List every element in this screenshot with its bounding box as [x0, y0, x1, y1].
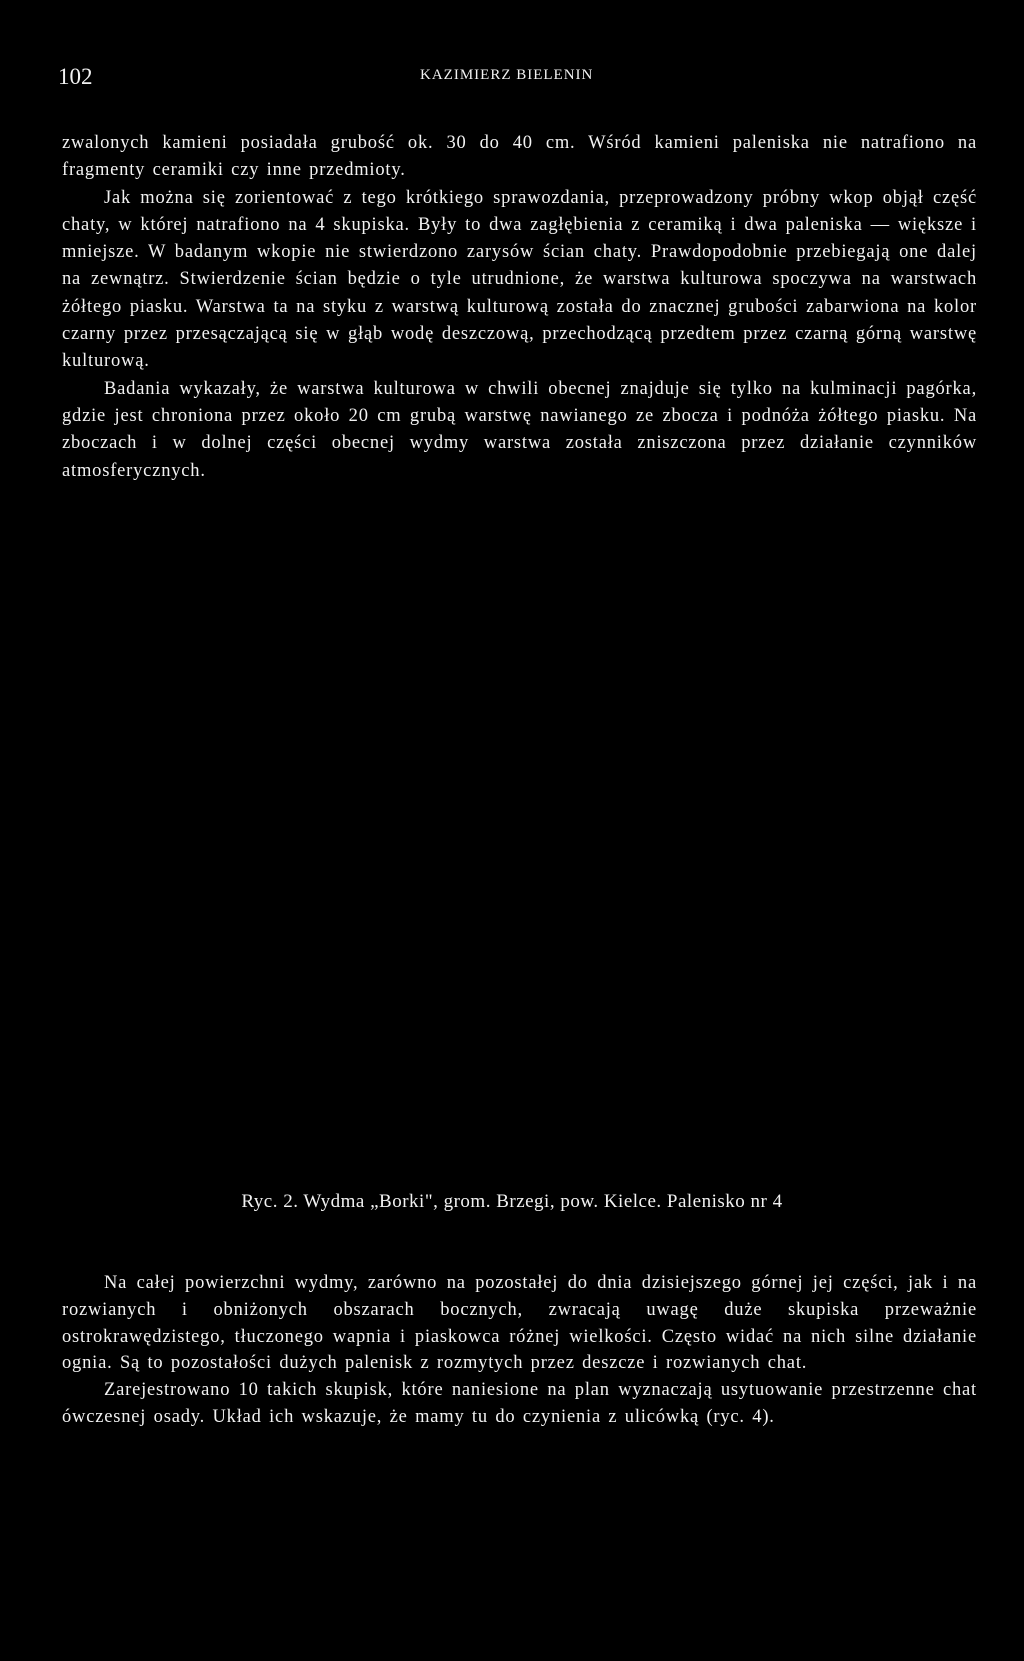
figure-caption: Ryc. 2. Wydma „Borki", grom. Brzegi, pow. Kielce. Palenisko nr 4	[241, 1191, 783, 1212]
paragraph: Na całej powierzchni wydmy, zarówno na pozostałej do dnia dzisiejszego górnej jej części, jak i na rozwianych i obniżonych obszarach bocznych, zwracają uwagę duże skupiska przeważnie ostrokrawędzistego, tłuczonego wapnia i piaskowca różnej wielkości. Często widać na nich silne działanie ognia. Są to pozostałości dużych palenisk z rozmytych przez deszcze i rozwianych chat.	[62, 1273, 977, 1374]
paragraph: Zarejestrowano 10 takich skupisk, które naniesione na plan wyznaczają usytuowanie przestrzenne chat ówczesnej osady. Układ ich wskazuje, że mamy tu do czynienia z ulicówką (ryc. 4).	[62, 1380, 977, 1427]
paragraph: zwalonych kamieni posiadała grubość ok. 30 do 40 cm. Wśród kamieni paleniska nie natrafiono na fragmenty ceramiki czy inne przedmioty.	[62, 133, 977, 181]
paragraph: Jak można się zorientować z tego krótkiego sprawozdania, przeprowadzony próbny wkop objął część chaty, w której natrafiono na 4 skupiska. Były to dwa zagłębienia z ceramiką i dwa paleniska — większe i mniejsze. W badanym wkopie nie stwierdzono zarysów ścian chaty. Prawdopodobnie przebiegają one dalej na zewnątrz. Stwierdzenie ścian będzie o tyle utrudnione, że warstwa kulturowa spoczywa na warstwach żółtego piasku. Warstwa ta na styku z warstwą kulturową została do znacznej grubości zabarwiona na kolor czarny przez przesączającą się w głąb wodę deszczową, przechodzącą przedtem przez czarną górną warstwę kulturową.	[62, 187, 977, 372]
page-header	[58, 64, 974, 94]
page-number: 102	[58, 64, 93, 89]
figure-photo	[58, 520, 974, 1160]
running-head: KAZIMIERZ BIELENIN	[420, 67, 594, 83]
paragraph: Badania wykazały, że warstwa kulturowa w chwili obecnej znajduje się tylko na kulminacji pagórka, gdzie jest chroniona przez około 20 cm grubą warstwę nawianego ze zbocza i podnóża żółtego piasku. Na zboczach i w dolnej części obecnej wydmy warstwa została zniszczona przez działanie czynników atmosferycznych.	[62, 378, 977, 481]
body-text-bottom	[62, 1270, 977, 1431]
body-text-top	[62, 130, 977, 485]
